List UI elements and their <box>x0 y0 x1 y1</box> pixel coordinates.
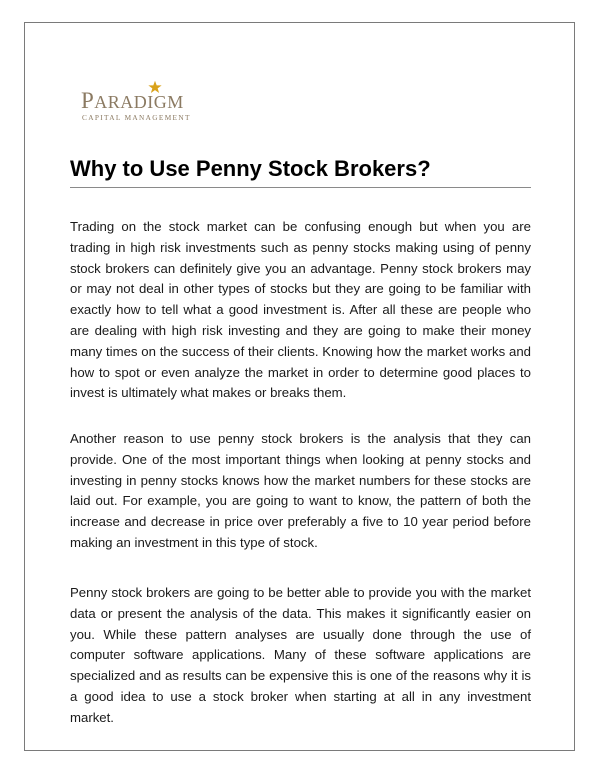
paragraph-1: Trading on the stock market can be confusing enough but when you are trading in high risk investments such as penny stocks making using of penny stock brokers can definitely give you an advantage. Penny stock brokers may or may not deal in other types of stocks but they are going to be familiar with exactly how to tell what a good investment is. After all these are people who are dealing with high risk investing and they are going to make their money many times on the success of their clients. Knowing how the market works and how to spot or even analyze the market in order to determine good places to invest is ultimately what makes or breaks them. <box>70 219 531 401</box>
logo-tagline: CAPITAL MANAGEMENT <box>82 113 191 122</box>
page-title: Why to Use Penny Stock Brokers? <box>70 156 431 181</box>
paragraph-2: Another reason to use penny stock brokers is the analysis that they can provide. One of the most important things when looking at penny stocks and investing in penny stocks knows how the market numbers for these stocks are laid out. For example, you are going to want to know, the pattern of both the increase and decrease in price over preferably a five to 10 year period before making an investment in this type of stock. <box>70 431 531 550</box>
paradigm-logo <box>81 80 201 124</box>
logo-wordmark: PARADIGM <box>81 88 184 113</box>
title-divider <box>70 187 531 188</box>
paragraph-3: Penny stock brokers are going to be better able to provide you with the market data or present the analysis of the data. This makes it significantly easier on you. While these pattern analyses are usually done through the use of computer software applications. Many of these software applications are specialized and as results can be expensive this is one of the reasons why it is a good idea to use a stock broker when starting at all in any investment market. <box>70 585 531 725</box>
